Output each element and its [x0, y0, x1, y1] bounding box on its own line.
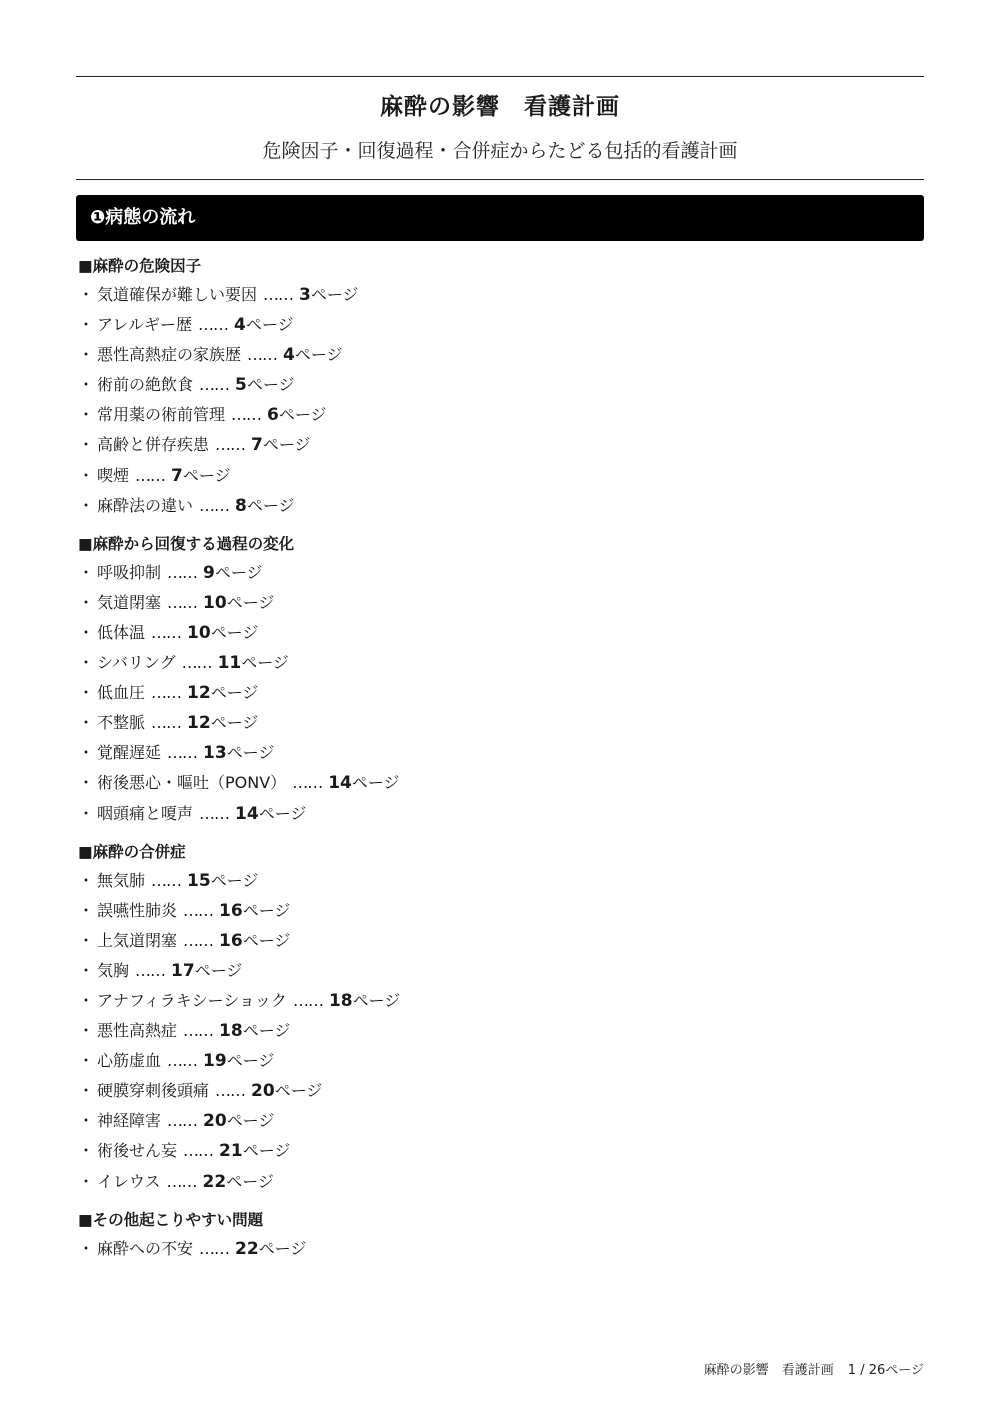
footer-doc-name: 麻酔の影響 看護計画 [703, 1363, 834, 1378]
entry-page-number: 16 [219, 900, 243, 921]
toc-entry[interactable] [78, 340, 918, 370]
entry-bullet: ・ [78, 713, 95, 733]
entry-label: 低体温 [97, 622, 146, 642]
entry-page-suffix: ページ [226, 592, 275, 612]
toc-entry[interactable] [78, 558, 918, 588]
toc-group [78, 530, 918, 829]
entry-bullet: ・ [78, 345, 95, 365]
entry-label: 不整脈 [97, 713, 146, 733]
entry-page-number: 18 [328, 990, 353, 1011]
entry-label: 覚醒遅延 [97, 743, 162, 763]
entry-page-number: 5 [235, 375, 247, 396]
entry-page-suffix: ページ [210, 713, 259, 733]
toc-entry[interactable] [78, 491, 918, 521]
entry-bullet: ・ [78, 465, 95, 485]
entry-page-suffix: ページ [226, 1111, 275, 1131]
entry-label: 気胸 [97, 960, 130, 980]
entry-page-number: 17 [171, 960, 195, 981]
entry-page-number: 21 [219, 1141, 243, 1162]
entry-label: 気道確保が難しい要因 [97, 285, 258, 304]
entry-label: 硬膜穿刺後頭痛 [97, 1081, 210, 1101]
entry-label: 術前の絶飲食 [97, 375, 194, 395]
entry-label: 誤嚥性肺炎 [97, 900, 178, 920]
entry-bullet: ・ [78, 1021, 95, 1041]
entry-bullet: ・ [78, 1141, 95, 1161]
toc-group [78, 252, 918, 521]
toc-entry[interactable] [78, 926, 918, 956]
toc-entry[interactable] [78, 768, 918, 798]
entry-page-suffix: ページ [226, 1051, 275, 1071]
entry-bullet: ・ [78, 960, 95, 980]
entry-leader-dots: …… [197, 315, 228, 335]
entry-leader-dots: …… [199, 803, 230, 823]
toc-entry[interactable] [78, 896, 918, 926]
entry-bullet: ・ [78, 1081, 95, 1101]
entry-page-number: 8 [235, 495, 247, 516]
entry-bullet: ・ [78, 1171, 95, 1191]
entry-label: 術後せん妄 [97, 1141, 178, 1161]
entry-page-suffix: ページ [242, 900, 291, 920]
entry-label: 無気肺 [97, 870, 146, 890]
toc-entry[interactable] [78, 708, 918, 738]
toc-entry[interactable] [78, 738, 918, 768]
entry-label: 上気道閉塞 [97, 930, 178, 950]
entry-leader-dots: …… [199, 375, 230, 395]
toc-entry[interactable] [78, 430, 918, 460]
page-footer [704, 1359, 924, 1378]
entry-page-suffix: ページ [245, 315, 294, 335]
toc-entry[interactable] [78, 1076, 918, 1106]
entry-leader-dots: …… [183, 1021, 214, 1041]
entry-page-number: 3 [299, 285, 311, 305]
entry-page-number: 12 [187, 683, 211, 704]
toc-entry[interactable] [78, 310, 918, 340]
entry-leader-dots: …… [199, 495, 230, 515]
entry-page-number: 10 [203, 592, 227, 613]
entry-bullet: ・ [78, 1111, 95, 1131]
entry-page-suffix: ページ [194, 960, 243, 980]
group-heading: ■麻酔の合併症 [78, 842, 186, 861]
entry-label: 喫煙 [97, 465, 130, 485]
toc-entry[interactable] [78, 986, 918, 1016]
entry-page-number: 22 [202, 1171, 227, 1192]
entry-bullet: ・ [78, 653, 95, 673]
entry-bullet: ・ [78, 405, 95, 425]
entry-label: 悪性高熱症の家族歴 [97, 345, 242, 365]
entry-page-suffix: ページ [278, 405, 327, 425]
entry-leader-dots: …… [231, 405, 262, 425]
entry-bullet: ・ [78, 900, 95, 920]
toc-entry[interactable] [78, 370, 918, 400]
entry-label: 咽頭痛と嗄声 [97, 803, 194, 823]
entry-page-suffix: ページ [352, 990, 401, 1010]
entry-leader-dots: …… [167, 1111, 198, 1131]
entry-page-suffix: ページ [258, 1238, 307, 1258]
entry-page-suffix: ページ [262, 435, 311, 455]
entry-leader-dots: …… [135, 960, 166, 980]
entry-page-number: 10 [187, 622, 211, 643]
entry-page-number: 4 [233, 315, 246, 336]
entry-leader-dots: …… [183, 900, 214, 920]
entry-bullet: ・ [78, 683, 95, 703]
entry-label: 気道閉塞 [97, 592, 162, 612]
entry-bullet: ・ [78, 495, 95, 515]
entry-bullet: ・ [78, 803, 95, 823]
entry-page-number: 19 [203, 1051, 227, 1072]
toc-entry[interactable] [78, 461, 918, 491]
entry-page-suffix: ページ [214, 562, 263, 582]
entry-label: 常用薬の術前管理 [97, 405, 226, 425]
entry-page-number: 7 [251, 435, 263, 456]
entry-label: 悪性高熱症 [97, 1021, 178, 1041]
entry-leader-dots: …… [199, 1238, 230, 1258]
entry-bullet: ・ [78, 870, 95, 890]
toc-entry[interactable] [78, 648, 918, 678]
toc-entry[interactable] [78, 1136, 918, 1166]
entry-label: 神経障害 [97, 1111, 162, 1131]
toc-group [78, 838, 918, 1197]
entry-page-number: 16 [219, 930, 243, 951]
entry-page-suffix: ページ [241, 653, 289, 673]
entry-leader-dots: …… [181, 653, 212, 673]
entry-page-number: 9 [203, 562, 215, 583]
entry-page-number: 15 [187, 870, 211, 891]
entry-page-number: 12 [187, 713, 211, 734]
footer-page-info: 1 / 26ページ [847, 1363, 924, 1378]
entry-label: 心筋虚血 [97, 1051, 162, 1071]
entry-bullet: ・ [78, 435, 95, 455]
entry-page-number: 14 [328, 773, 352, 794]
entry-page-suffix: ページ [246, 495, 295, 515]
entry-page-number: 20 [203, 1111, 227, 1132]
entry-page-suffix: ページ [210, 870, 259, 890]
entry-label: イレウス [97, 1171, 161, 1191]
page-subtitle: 危険因子・回復過程・合併症からたどる包括的看護計画 [262, 140, 738, 162]
toc-entry[interactable] [78, 678, 918, 708]
toc-entry[interactable] [78, 1167, 918, 1197]
entry-label: 低血圧 [97, 683, 146, 703]
entry-leader-dots: …… [215, 1081, 246, 1101]
entry-leader-dots: …… [292, 990, 323, 1010]
entry-leader-dots: …… [183, 930, 214, 950]
entry-page-suffix: ページ [210, 622, 259, 642]
entry-leader-dots: …… [135, 465, 166, 485]
entry-leader-dots: …… [247, 345, 278, 365]
toc-entry[interactable] [78, 280, 918, 310]
entry-bullet: ・ [78, 773, 95, 793]
entry-bullet: ・ [78, 930, 95, 950]
table-of-contents [78, 252, 918, 1264]
toc-entry[interactable] [78, 588, 918, 618]
entry-page-suffix: ページ [310, 285, 359, 304]
entry-page-number: 6 [267, 405, 279, 426]
entry-leader-dots: …… [167, 1051, 198, 1071]
entry-leader-dots: …… [151, 713, 182, 733]
entry-page-suffix: ページ [258, 803, 307, 823]
group-heading: ■その他起こりやすい問題 [78, 1210, 264, 1229]
entry-leader-dots: …… [167, 743, 198, 763]
entry-page-suffix: ページ [294, 345, 343, 365]
entry-page-suffix: ページ [351, 773, 400, 793]
toc-entry[interactable] [78, 618, 918, 648]
entry-page-number: 4 [283, 345, 295, 366]
entry-leader-dots: …… [166, 1171, 197, 1191]
entry-leader-dots: …… [215, 435, 246, 455]
entry-bullet: ・ [78, 990, 95, 1010]
entry-label: 呼吸抑制 [97, 562, 162, 582]
entry-label: アレルギー歴 [97, 315, 192, 335]
entry-page-number: 7 [171, 465, 183, 486]
header-divider [76, 179, 924, 180]
toc-group [78, 1206, 918, 1264]
entry-leader-dots: …… [167, 592, 198, 612]
entry-leader-dots: …… [151, 622, 182, 642]
page-title: 麻酔の影響 看護計画 [380, 94, 620, 120]
entry-page-number: 13 [203, 743, 227, 764]
entry-page-number: 11 [217, 653, 242, 674]
section-heading: ❶病態の流れ [76, 195, 924, 241]
entry-page-suffix: ページ [242, 1141, 291, 1161]
toc-entry[interactable] [78, 1046, 918, 1076]
entry-bullet: ・ [78, 285, 95, 304]
entry-page-suffix: ページ [210, 683, 259, 703]
entry-leader-dots: …… [183, 1141, 214, 1161]
entry-page-suffix: ページ [182, 465, 231, 485]
entry-page-suffix: ページ [226, 1171, 274, 1191]
entry-label: 麻酔への不安 [97, 1238, 194, 1258]
toc-entry[interactable] [78, 1106, 918, 1136]
top-rule [76, 76, 924, 77]
entry-bullet: ・ [78, 562, 95, 582]
entry-leader-dots: …… [151, 870, 182, 890]
entry-leader-dots: …… [151, 683, 182, 703]
entry-page-suffix: ページ [242, 930, 291, 950]
toc-entry[interactable] [78, 1234, 918, 1264]
entry-bullet: ・ [78, 1051, 95, 1071]
entry-label: 麻酔法の違い [97, 495, 194, 515]
entry-bullet: ・ [78, 375, 95, 395]
toc-entry[interactable] [78, 799, 918, 829]
entry-page-number: 14 [235, 803, 259, 824]
entry-page-number: 20 [251, 1081, 275, 1102]
entry-bullet: ・ [78, 743, 95, 763]
toc-entry[interactable] [78, 400, 918, 430]
entry-leader-dots: …… [292, 773, 323, 793]
entry-bullet: ・ [78, 622, 95, 642]
entry-label: 術後悪心・嘔吐（PONV） [97, 773, 287, 793]
entry-page-suffix: ページ [274, 1081, 323, 1101]
entry-label: 高齢と併存疾患 [97, 435, 210, 455]
entry-label: アナフィラキシーショック [97, 990, 287, 1010]
entry-label: シバリング [97, 653, 176, 673]
group-heading: ■麻酔から回復する過程の変化 [78, 534, 295, 553]
entry-page-number: 18 [219, 1021, 243, 1042]
entry-page-suffix: ページ [226, 743, 275, 763]
group-heading: ■麻酔の危険因子 [78, 257, 202, 275]
entry-bullet: ・ [78, 1238, 95, 1258]
entry-bullet: ・ [78, 592, 95, 612]
entry-page-number: 22 [235, 1238, 259, 1259]
entry-bullet: ・ [78, 315, 95, 335]
entry-leader-dots: …… [263, 285, 294, 304]
entry-page-suffix: ページ [246, 375, 295, 395]
toc-entry[interactable] [78, 1016, 918, 1046]
toc-entry[interactable] [78, 866, 918, 896]
toc-entry[interactable] [78, 956, 918, 986]
entry-leader-dots: …… [167, 562, 198, 582]
entry-page-suffix: ページ [242, 1021, 291, 1041]
